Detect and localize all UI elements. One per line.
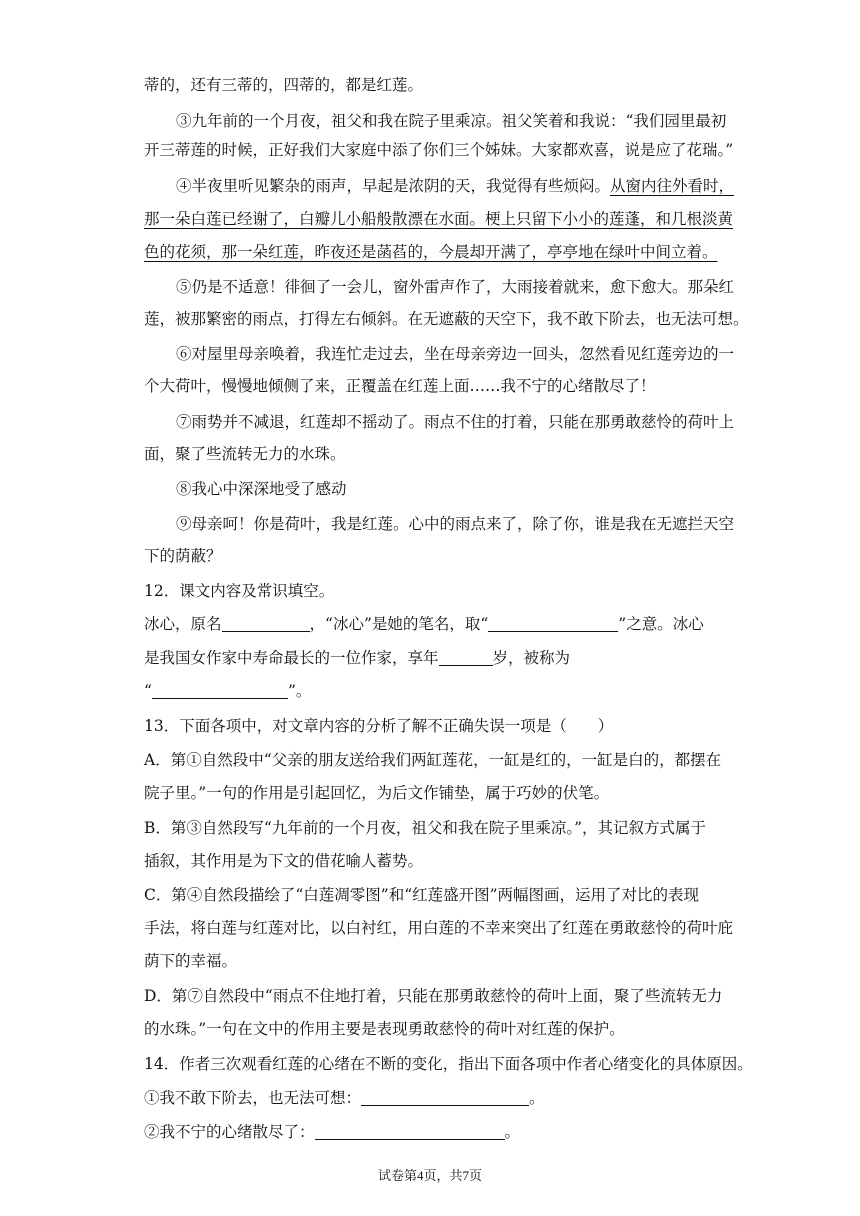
option-c-line-2: 手法，将白莲与红莲对比，以白衬红，用白莲的不幸来突出了红莲在勇敢慈怜的荷叶庇 [144, 919, 734, 937]
paragraph-5-line-2: 莲，被那繁密的雨点，打得左右倾斜。在无遮蔽的天空下，我不敢下阶去，也无法可想。 [144, 310, 749, 328]
q14-text: ②我不宁的心绪散尽了： [144, 1123, 315, 1141]
underlined-sentence: 从窗内往外看时， [610, 177, 735, 195]
option-a-line-2: 院子里。”一句的作用是引起回忆，为后文作铺垫，属于巧妙的伏笔。 [144, 784, 610, 802]
underlined-sentence-line-3: 色的花须，那一朵红莲，昨夜还是菡萏的，今晨却开满了，亭亭地在绿叶中间立着。 [144, 243, 718, 261]
page-footer: 试卷第4页，共7页 [377, 1168, 482, 1183]
q14-text: ①我不敢下阶去，也无法可想： [144, 1089, 362, 1107]
option-b-line-2: 插叙，其作用是为下文的借花喻人蓄势。 [144, 852, 424, 870]
paragraph-8: ⑧我心中深深地受了感动 [176, 480, 347, 498]
question-12-line-2 [144, 648, 570, 668]
meaning-blank[interactable] [488, 615, 618, 632]
paragraph-4-line-1 [176, 176, 734, 196]
original-name-blank[interactable] [222, 615, 310, 632]
option-d-line-2: 的水珠。”一句在文中的作用主要是表现勇敢慈怜的荷叶对红莲的保护。 [144, 1020, 625, 1038]
option-b-line-1: B．第③自然段写“九年前的一个月夜，祖父和我在院子里乘凉。”，其记叙方式属于 [144, 819, 706, 837]
q12-text: 岁，被称为 [492, 649, 571, 667]
question-14-title: 14．作者三次观看红莲的心绪在不断的变化，指出下面各项中作者心绪变化的具体原因。 [144, 1055, 753, 1073]
paragraph-3-line-1: ③九年前的一个月夜，祖父和我在院子里乘凉。祖父笑着和我说：“我们园里最初 [176, 112, 727, 130]
paragraph-7-line-1: ⑦雨势并不减退，红莲却不摇动了。雨点不住的打着，只能在那勇敢慈怜的荷叶上 [176, 413, 735, 431]
question-12-title: 12．课文内容及常识填空。 [144, 582, 335, 600]
question-14-item-1 [144, 1088, 545, 1108]
q14-text: 。 [529, 1089, 545, 1107]
q12-text: 冰心，原名 [144, 615, 222, 633]
option-c-line-1: C．第④自然段描绘了“白莲凋零图”和“红莲盛开图”两幅图画，运用了对比的表现 [144, 886, 700, 904]
q12-text: 是我国女作家中寿命最长的一位作家，享年 [144, 649, 439, 667]
paragraph-9-line-1: ⑨母亲呵！你是荷叶，我是红莲。心中的雨点来了，除了你，谁是我在无遮拦天空 [176, 515, 735, 533]
paragraph-4-text: ④半夜里听见繁杂的雨声，早起是浓阴的天，我觉得有些烦闷。 [176, 177, 611, 195]
question-14-item-2 [144, 1122, 520, 1142]
passage-line: 蒂的，还有三蒂的，四蒂的，都是红莲。 [144, 76, 424, 94]
q12-text: ”之意。冰心 [618, 615, 704, 633]
option-a-line-1: A．第①自然段中“父亲的朋友送给我们两缸莲花，一缸是红的，一缸是白的，都摆在 [144, 751, 722, 769]
paragraph-9-line-2: 下的荫蔽？ [144, 547, 222, 565]
question-12-line-1 [144, 614, 704, 634]
underlined-sentence-line-2: 那一朵白莲已经谢了，白瓣儿小船般散漂在水面。梗上只留下小小的莲蓬，和几根淡黄 [144, 210, 734, 228]
question-13-title: 13．下面各项中，对文章内容的分析了解不正确失误一项是（ ） [144, 717, 614, 735]
question-12-line-3 [144, 681, 311, 701]
option-d-line-1: D．第⑦自然段中“雨点不住地打着，只能在那勇敢慈怜的荷叶上面，聚了些流转无力 [144, 987, 723, 1005]
title-blank[interactable] [152, 682, 288, 699]
paragraph-5-line-1: ⑤仍是不适意！徘徊了一会儿，窗外雷声作了，大雨接着就来，愈下愈大。那朵红 [176, 278, 735, 296]
q12-text: “ [144, 682, 152, 700]
age-blank[interactable] [439, 649, 493, 666]
paragraph-7-line-2: 面，聚了些流转无力的水珠。 [144, 445, 346, 463]
paragraph-6-line-2: 个大荷叶，慢慢地倾侧了来，正覆盖在红莲上面……我不宁的心绪散尽了！ [144, 377, 656, 395]
paragraph-6-line-1: ⑥对屋里母亲唤着，我连忙走过去，坐在母亲旁边一回头，忽然看见红莲旁边的一 [176, 345, 735, 363]
reason-1-blank[interactable] [361, 1089, 529, 1106]
paragraph-3-line-2: 开三蒂莲的时候，正好我们大家庭中添了你们三个姊妹。大家都欢喜，说是应了花瑞。” [144, 141, 734, 159]
q12-text: ”。 [287, 682, 312, 700]
reason-2-blank[interactable] [315, 1123, 505, 1140]
option-c-line-3: 荫下的幸福。 [144, 952, 238, 970]
q12-text: ，“冰心”是她的笔名，取“ [309, 615, 489, 633]
q14-text: 。 [504, 1123, 521, 1141]
